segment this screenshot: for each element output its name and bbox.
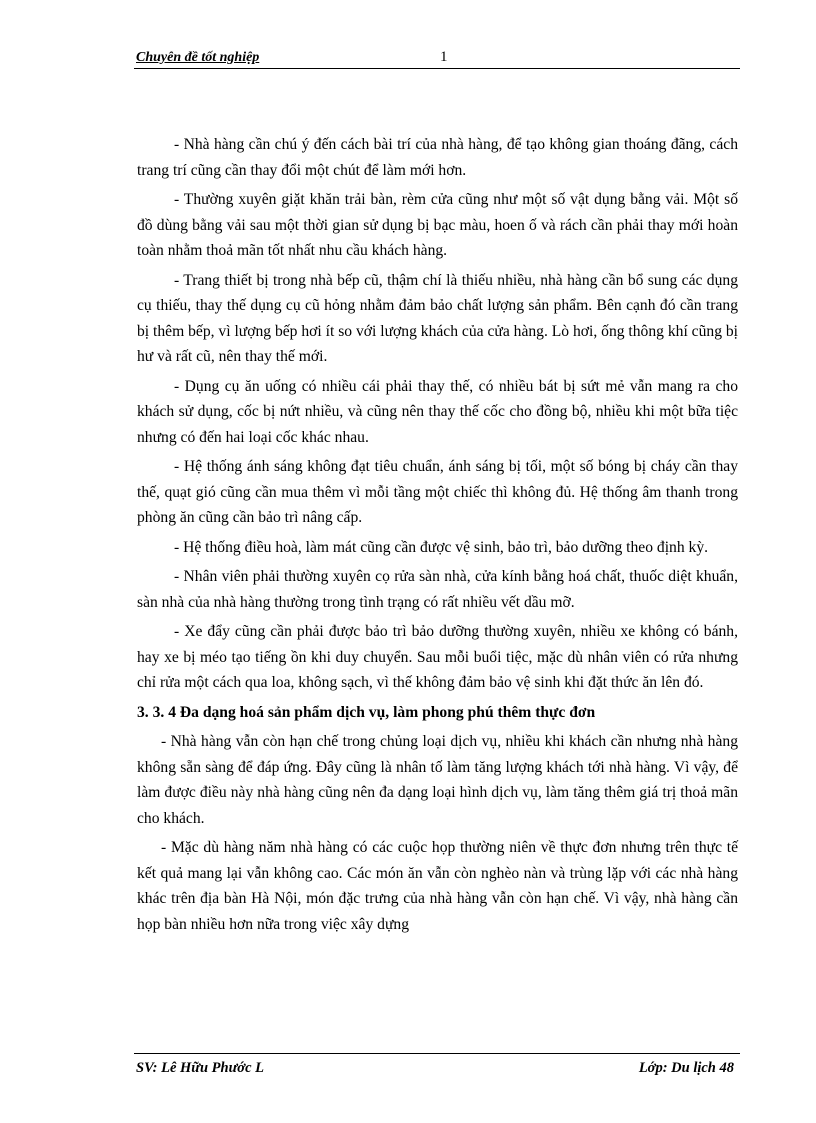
paragraph: - Trang thiết bị trong nhà bếp cũ, thậm chí là thiếu nhiều, nhà hàng cần bổ sung các dụng cụ thiếu, thay thế dụng cụ cũ hỏng nhằm đảm bảo chất lượng sản phẩm. Bên cạnh đó cần trang bị thêm bếp, vì lượng bếp hơi ít so với lượng khách của cửa hàng. Lò hơi, ống thông khí cũng bị hư và rất cũ, nên thay thế mới. xyxy=(137,271,739,365)
paragraph: - Nhân viên phải thường xuyên cọ rửa sàn nhà, cửa kính bằng hoá chất, thuốc diệt khuẩn, sàn nhà của nhà hàng thường trong tình trạng có rất nhiều vết dầu mỡ. xyxy=(137,568,738,611)
class-name: Lớp: Du lịch 48 xyxy=(638,1060,734,1076)
paragraph: - Nhà hàng vẫn còn hạn chế trong chủng loại dịch vụ, nhiều khi khách cần nhưng nhà hàng không sẵn sàng để đáp ứng. Đây cũng là nhân tố làm tăng lượng khách tới nhà hàng. Vì vậy, để làm được điều này nhà hàng cũng nên đa dạng loại hình dịch vụ, làm tăng thêm giá trị thoả mãn cho khách. xyxy=(137,733,738,827)
page-number: 1 xyxy=(440,49,448,65)
section-heading: 3. 3. 4 Đa dạng hoá sản phẩm dịch vụ, làm phong phú thêm thực đơn xyxy=(137,703,596,721)
paragraph: - Nhà hàng cần chú ý đến cách bài trí của nhà hàng, để tạo không gian thoáng đãng, cách trang trí cũng cần thay đổi một chút để làm mới hơn. xyxy=(137,136,738,179)
page-header xyxy=(134,48,740,69)
document-title: Chuyên đề tốt nghiệp xyxy=(136,50,260,65)
document-body xyxy=(137,132,738,941)
paragraph: - Hệ thống điều hoà, làm mát cũng cần được vệ sinh, bảo trì, bảo dưỡng theo định kỳ. xyxy=(174,538,709,556)
paragraph: - Hệ thống ánh sáng không đạt tiêu chuẩn, ánh sáng bị tối, một số bóng bị cháy cần thay thế, quạt gió cũng cần mua thêm vì mỗi tầng một chiếc thì không đủ. Hệ thống âm thanh trong phòng ăn cũng cần bảo trì nâng cấp. xyxy=(137,458,738,526)
page-footer xyxy=(134,1053,740,1082)
paragraph: - Xe đẩy cũng cần phải được bảo trì bảo dưỡng thường xuyên, nhiều xe không có bánh, hay xe bị méo tạo tiếng ồn khi duy chuyển. Sau mỗi buổi tiệc, mặc dù nhân viên có rửa nhưng chỉ rửa một cách qua loa, không sạch, vì thế không đảm bảo vệ sinh khi đặt thức ăn lên đó. xyxy=(137,623,738,691)
paragraph: - Thường xuyên giặt khăn trải bàn, rèm cửa cũng như một số vật dụng bằng vải. Một số đồ dùng bằng vải sau một thời gian sử dụng bị bạc màu, hoen ố và rách cần phải thay mới hoàn toàn nhằm thoả mãn tốt nhất nhu cầu khách hàng. xyxy=(137,191,738,259)
paragraph: - Dụng cụ ăn uống có nhiều cái phải thay thế, có nhiều bát bị sứt mẻ vẫn mang ra cho khách sử dụng, cốc bị nứt nhiều, và cũng nên thay thế cốc cho đồng bộ, nhiều khi một bữa tiệc nhưng có đến hai loại cốc khác nhau. xyxy=(137,377,738,446)
paragraph: - Mặc dù hàng năm nhà hàng có các cuộc họp thường niên về thực đơn nhưng trên thực tế kết quả mang lại vẫn không cao. Các món ăn vẫn còn nghèo nàn và trùng lặp với các nhà hàng khác trên địa bàn Hà Nội, món đặc trưng của nhà hàng vẫn còn hạn chế. Vì vậy, nhà hàng cần họp bàn nhiều hơn nữa trong việc xây dựng xyxy=(137,839,738,933)
student-name: SV: Lê Hữu Phước L xyxy=(136,1060,264,1076)
